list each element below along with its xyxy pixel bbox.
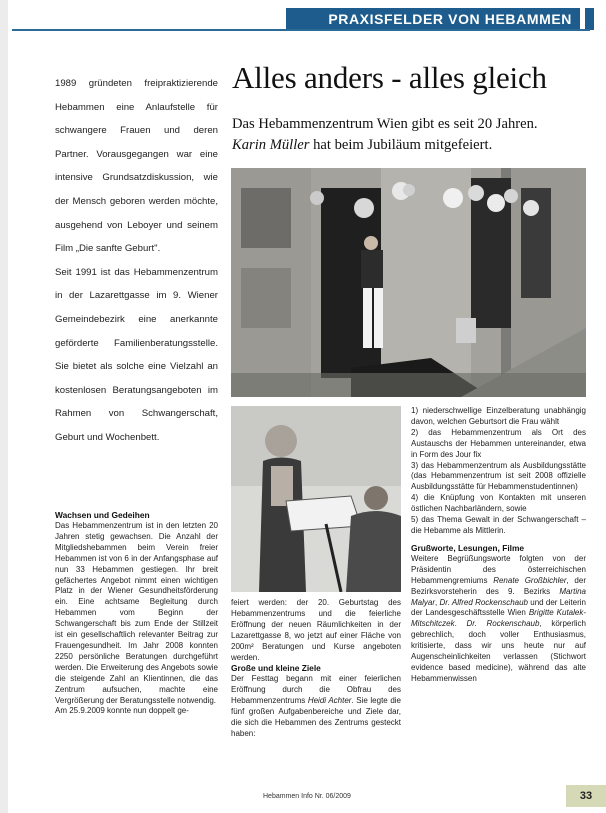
column-right	[411, 406, 586, 685]
photo-building-entrance-image	[231, 168, 586, 397]
person-name: Dr. Alfred Rockenschaub	[439, 597, 528, 607]
person-name: Brigitte Kutalek-Mitschitczek	[411, 608, 587, 629]
body-text: Weitere Begrüßungsworte folgten von der Präsidentin des österreichischen Hebammengremiums	[411, 553, 586, 585]
body-paragraph	[231, 674, 401, 739]
body-text: ,	[435, 597, 440, 607]
body-text: , der Bezirksvorsteherin des 9. Bezirks	[411, 575, 586, 596]
body-text: .	[454, 619, 467, 629]
body-text: , körperlich gebrechlich, doch voller Enthusiasmus, kritisierte, dass wir uns heute nur auf Augenscheinlichkeiten verlassen (Stichwort evidence based medicine), während das alte Hebammenwissen	[411, 619, 587, 683]
section-heading: Wachsen und Gedeihen	[55, 510, 150, 520]
body-text: und der Leiterin der Landesgeschäftsstelle Wien	[411, 597, 586, 618]
person-name: Heidi Achter	[307, 696, 352, 706]
subtitle-line: Das Hebammenzentrum Wien gibt es seit 20 Jahren.	[232, 116, 538, 132]
page-spine-shadow	[0, 0, 8, 813]
body-paragraph	[411, 554, 586, 685]
footer-issue: Hebammen Info Nr. 06/2009	[263, 793, 351, 800]
list-item: 5) das Thema Gewalt in der Schwangerschaft – die Hebamme als Mittlerin.	[411, 515, 586, 535]
body-paragraph: Am 25.9.2009 konnte nun doppelt ge-	[55, 706, 189, 716]
list-item: 3) das Hebammenzentrum als Ausbildungsstätte (das Hebammenzentrum ist seit 2008 offizielle Ausbildungsstätte für Hebammenstudentinnen)	[411, 460, 586, 492]
page-number-label: 33	[579, 790, 593, 802]
intro-paragraph: Seit 1991 ist das Hebammenzentrum in der Lazarettgasse im 9. Wiener Gemeindebezirk eine anerkannte geförderte Familienberatungsstelle. Sie bietet als solche eine Vielzahl an kostenlosen Beratungsangeboten im Rahmen von Schwangerschaft, Geburt und Wochenbett.	[55, 266, 218, 443]
article-subtitle	[232, 114, 587, 156]
section-header	[286, 8, 586, 30]
list-item: 4) die Knüpfung von Kontakten mit unseren östlichen Nachbarländern, sowie	[411, 493, 586, 514]
body-text: Der Festtag begann mit einer feierlichen Eröffnung durch die Obfrau des Hebammenzentrums	[231, 674, 401, 706]
subtitle-byline	[232, 135, 587, 156]
photo-speaker-lectern	[231, 406, 401, 592]
article-title: Alles anders - alles gleich	[232, 60, 547, 95]
body-paragraph: Das Hebammenzentrum ist in den letzten 20 Jahren stetig gewachsen. Die Anzahl der Mitgliedshebammen beim Verein freier Hebammen ist von 6 in der Anfangsphase auf nun 33 Hebammen gestiegen. Ihr breit gefächertes Angebot nimmt einen wichtigen Platz in der Wiener Gesundheitsförderung ein. Eine achtsame Begleitung durch Hebammen vom Beginn der Schwangerschaft bis zum Ende der Stillzeit ist ein gesellschaftlich relevanter Beitrag zur Frauengesundheit. Im Jahr 2008 konnten 2250 persönliche Beratungen durchgeführt werden. Die Erweiterung des Angebots sowie die steigende Zahl an Klientinnen, die das Zentrum aufsuchen, machte eine Vergrößerung der Beratungsstelle notwendig.	[55, 521, 218, 705]
header-divider	[580, 8, 585, 30]
person-name: Martina Malyar	[411, 586, 586, 607]
section-header-label: PRAXISFELDER VON HEBAMMEN	[328, 11, 572, 27]
body-text: . Sie legte die fünf großen Aufgabenbereiche und Ziele dar, die sich die Hebammen des Zentrums gesteckt haben:	[231, 696, 401, 738]
photo-speaker-lectern-image	[231, 406, 401, 592]
column-left	[55, 510, 218, 717]
header-end-block	[586, 8, 594, 30]
byline-text: hat beim Jubiläum mitgefeiert.	[309, 137, 493, 153]
person-name: Renate Großbichler	[493, 575, 567, 585]
section-heading: Grußworte, Lesungen, Filme	[411, 542, 525, 553]
page-number	[566, 785, 606, 807]
person-name: Dr. Rockenschaub	[466, 619, 540, 629]
header-rule	[12, 29, 590, 31]
intro-paragraph: 1989 gründeten freipraktizierende Hebammen eine Anlaufstelle für schwangere Frauen und deren Partner. Vorausgegangen war eine intensive Grundsatzdiskussion, wie der Mensch geboren werden möchte, ausgehend von Leboyer und seinem Film „Die sanfte Geburt".	[55, 78, 218, 255]
goals-list	[411, 406, 586, 537]
author-name: Karin Müller	[232, 137, 310, 153]
section-heading: Große und kleine Ziele	[231, 663, 321, 674]
photo-building-entrance	[231, 168, 586, 397]
intro-column	[55, 72, 218, 450]
column-middle	[231, 598, 401, 740]
list-item: 2) das Hebammenzentrum als Ort des Austauschs der Hebammen untereinander, etwa in Form des Jour fix	[411, 427, 586, 459]
list-item: 1) niederschwellige Einzelberatung unabhängig davon, welchen Geburtsort die Frau wählt	[411, 406, 586, 426]
body-paragraph: feiert werden: der 20. Geburtstag des Hebammenzentrums und die feierliche Eröffnung der neuen Räumlichkeiten in der Lazarettgasse 8, wo jetzt auf einer Fläche von 200m² Beratungen und Kurse angeboten werden.	[231, 598, 401, 662]
